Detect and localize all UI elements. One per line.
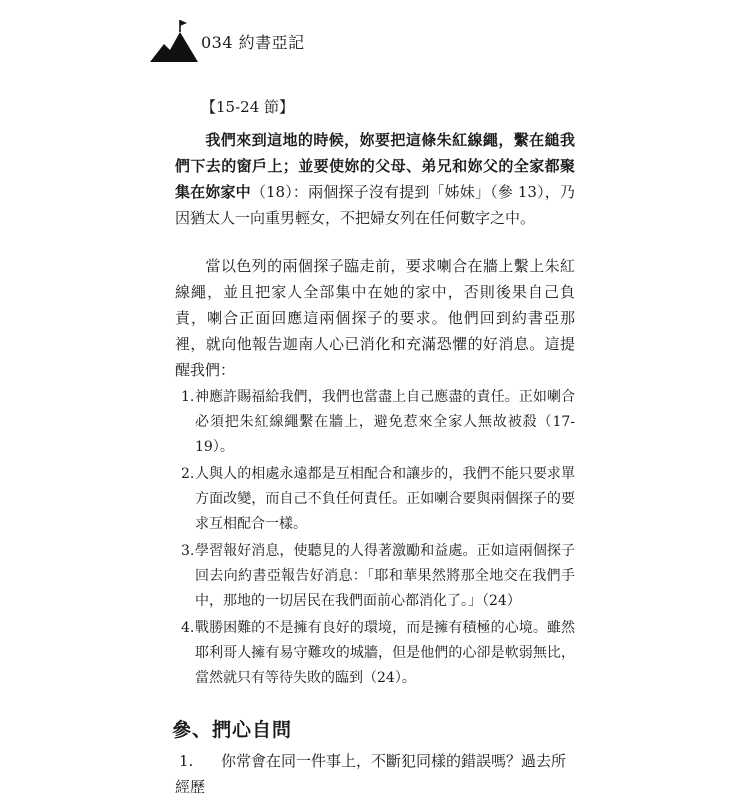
verse-range-label: 【15-24 節】 [201,98,295,116]
list-item: 1. 神應許賜福給我們，我們也當盡上自己應盡的責任。正如喇合必須把朱紅線繩繫在牆上，避免惹來全家人無故被殺（17-19）。 [181,389,575,455]
page-header [150,18,410,66]
verse-summary [175,127,575,231]
section-heading: 參、捫心自問 [172,719,293,741]
question-text: 你常會在同一件事上，不斷犯同樣的錯誤嗎？過去所經歷 [175,752,567,796]
running-header [201,30,305,53]
commentary-paragraph [175,253,575,383]
page-number: 034 [201,33,234,52]
quoted-verse: 我們來到這地的時候，妳要把這條朱紅線繩，繫在縋我們下去的窗戶上；並要使妳的父母、弟兄和妳父的全家都聚集在妳家中 [175,131,575,201]
commentary-text: 當以色列的兩個探子臨走前，要求喇合在牆上繫上朱紅線繩，並且把家人全部集中在她的家中，否則後果自己負責，喇合正面回應這兩個探子的要求。他們回到約書亞那裡，就向他報告迦南人心已消化和充滿恐懼的好消息。這提醒我們： [175,257,575,379]
reflection-question [175,748,575,800]
verse-note: （18）：兩個探子沒有提到「姊妹」（參 13），乃因猶太人一向重男輕女，不把婦女列在任何數字之中。 [175,183,575,227]
book-title: 約書亞記 [238,33,305,52]
mountain-flag-icon [150,18,198,64]
list-item: 4. 戰勝困難的不是擁有良好的環境，而是擁有積極的心境。雖然耶利哥人擁有易守難攻的城牆，但是他們的心卻是軟弱無比，當然就只有等待失敗的臨到（24）。 [181,620,575,686]
lesson-list [175,385,575,691]
page-body [172,96,575,800]
question-number: 1. [179,752,194,770]
list-item: 2. 人與人的相處永遠都是互相配合和讓步的，我們不能只要求單方面改變，而自己不負任何責任。正如喇合要與兩個探子的要求互相配合一樣。 [181,466,575,532]
list-item: 3. 學習報好消息，使聽見的人得著激勵和益處。正如這兩個探子回去向約書亞報告好消息：「耶和華果然將那全地交在我們手中，那地的一切居民在我們面前心都消化了。」（24） [181,543,575,609]
